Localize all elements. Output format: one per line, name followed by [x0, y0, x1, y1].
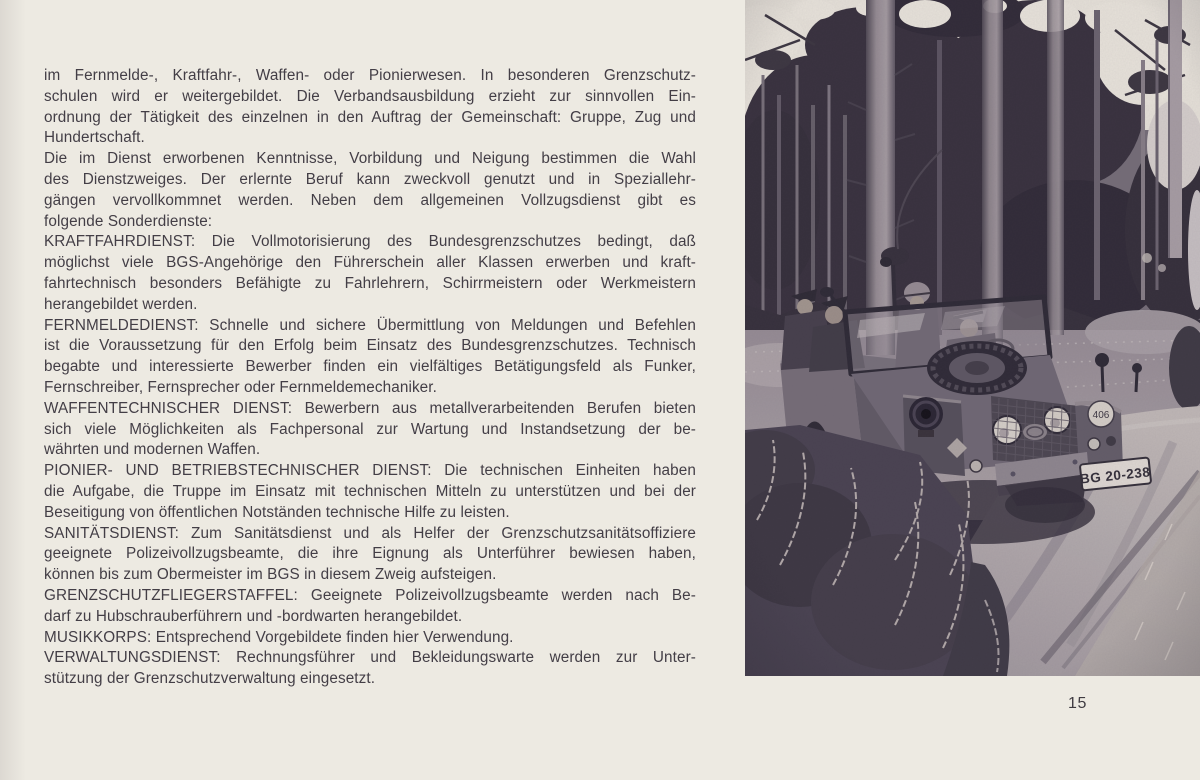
text-line: sich viele Möglichkeiten als Fachpersonal zur Wartung und Instandsetzung der be- [44, 420, 696, 438]
photo-illustration [745, 0, 1200, 676]
text-line: Hundertschaft. [44, 129, 145, 147]
page-number: 15 [1068, 695, 1087, 712]
text-line: GRENZSCHUTZFLIEGERSTAFFEL: Geeignete Polizeivollzugsbeamte werden nach Be- [44, 586, 696, 604]
scan-gutter-shadow [0, 0, 26, 780]
text-line: Fernschreiber, Fernsprecher oder Fernmeldemechaniker. [44, 378, 437, 396]
text-line: des Dienstzweiges. Der erlernte Beruf kann zweckvoll genutzt und in Speziallehr- [44, 170, 696, 188]
paragraph [44, 232, 696, 315]
paragraph [44, 149, 696, 232]
text-line: begabte und interessierte Bewerber finden ein vielfältiges Betätigungsfeld als Funker, [44, 358, 696, 376]
paragraph [44, 628, 696, 649]
text-line: Beseitigung von öffentlichen Notständen technische Hilfe zu leisten. [44, 503, 510, 521]
paragraph [44, 66, 696, 149]
paragraph [44, 524, 696, 586]
text-line: geeignete Polizeivollzugsbeamte, die ihre Eignung als Unterführer bewiesen haben, [44, 545, 696, 563]
text-line: darf zu Hubschrauberführern und -bordwarten herangebildet. [44, 607, 463, 625]
text-line: PIONIER- UND BETRIEBSTECHNISCHER DIENST: Die technischen Einheiten haben [44, 462, 696, 480]
text-line: folgende Sonderdienste: [44, 212, 213, 230]
text-line: MUSIKKORPS: Entsprechend Vorgebildete finden hier Verwendung. [44, 628, 514, 646]
text-line: fahrtechnisch besonders Befähigte zu Fahrlehrern, Schirrmeistern oder Werkmeistern [44, 274, 696, 292]
text-line: FERNMELDEDIENST: Schnelle und sichere Übermittlung von Meldungen und Befehlen [44, 316, 696, 334]
text-line: stützung der Grenzschutzverwaltung eingesetzt. [44, 670, 376, 688]
text-line: ist die Voraussetzung für den Erfolg beim Einsatz des Bundesgrenzschutzes. Technisch [44, 337, 696, 355]
text-line: gängen vervollkommnet werden. Neben dem allgemeinen Vollzugsdienst gibt es [44, 191, 696, 209]
paragraph [44, 316, 696, 399]
text-line: herangebildet werden. [44, 295, 198, 313]
text-line: WAFFENTECHNISCHER DIENST: Bewerbern aus metallverarbeitenden Berufen bieten [44, 399, 696, 417]
text-line: ordnung der Tätigkeit des einzelnen in den Auftrag der Gemeinschaft: Gruppe, Zug und [44, 108, 696, 126]
text-line: Die im Dienst erworbenen Kenntnisse, Vorbildung und Neigung bestimmen die Wahl [44, 150, 696, 168]
text-line: schulen wird er weitergebildet. Die Verbandsausbildung erzieht zur sinnvollen Ein- [44, 87, 696, 105]
paragraph [44, 648, 696, 690]
text-line: währten und modernen Waffen. [44, 441, 261, 459]
text-line: SANITÄTSDIENST: Zum Sanitätsdienst und als Helfer der Grenzschutzsanitätsoffiziere [44, 524, 696, 542]
body-text [44, 66, 696, 690]
text-line: die Aufgabe, die Truppe im Einsatz mit technischen Mitteln zu unterstützen und bei der [44, 482, 696, 500]
photo-grain [745, 0, 1200, 676]
text-line: im Fernmelde-, Kraftfahr-, Waffen- oder Pionierwesen. In besonderen Grenzschutz- [44, 67, 696, 84]
text-line: möglichst viele BGS-Angehörige den Führerschein aller Klassen erwerben und kraft- [44, 254, 696, 272]
photo-jeep-forest [745, 0, 1200, 676]
paragraph [44, 399, 696, 461]
text-line: können bis zum Obermeister im BGS in diesem Zweig aufsteigen. [44, 566, 497, 584]
text-line: KRAFTFAHRDIENST: Die Vollmotorisierung des Bundesgrenzschutzes bedingt, daß [44, 233, 696, 251]
text-line: VERWALTUNGSDIENST: Rechnungsführer und Bekleidungswarte werden zur Unter- [44, 649, 696, 667]
paragraph [44, 586, 696, 628]
paragraph [44, 461, 696, 523]
